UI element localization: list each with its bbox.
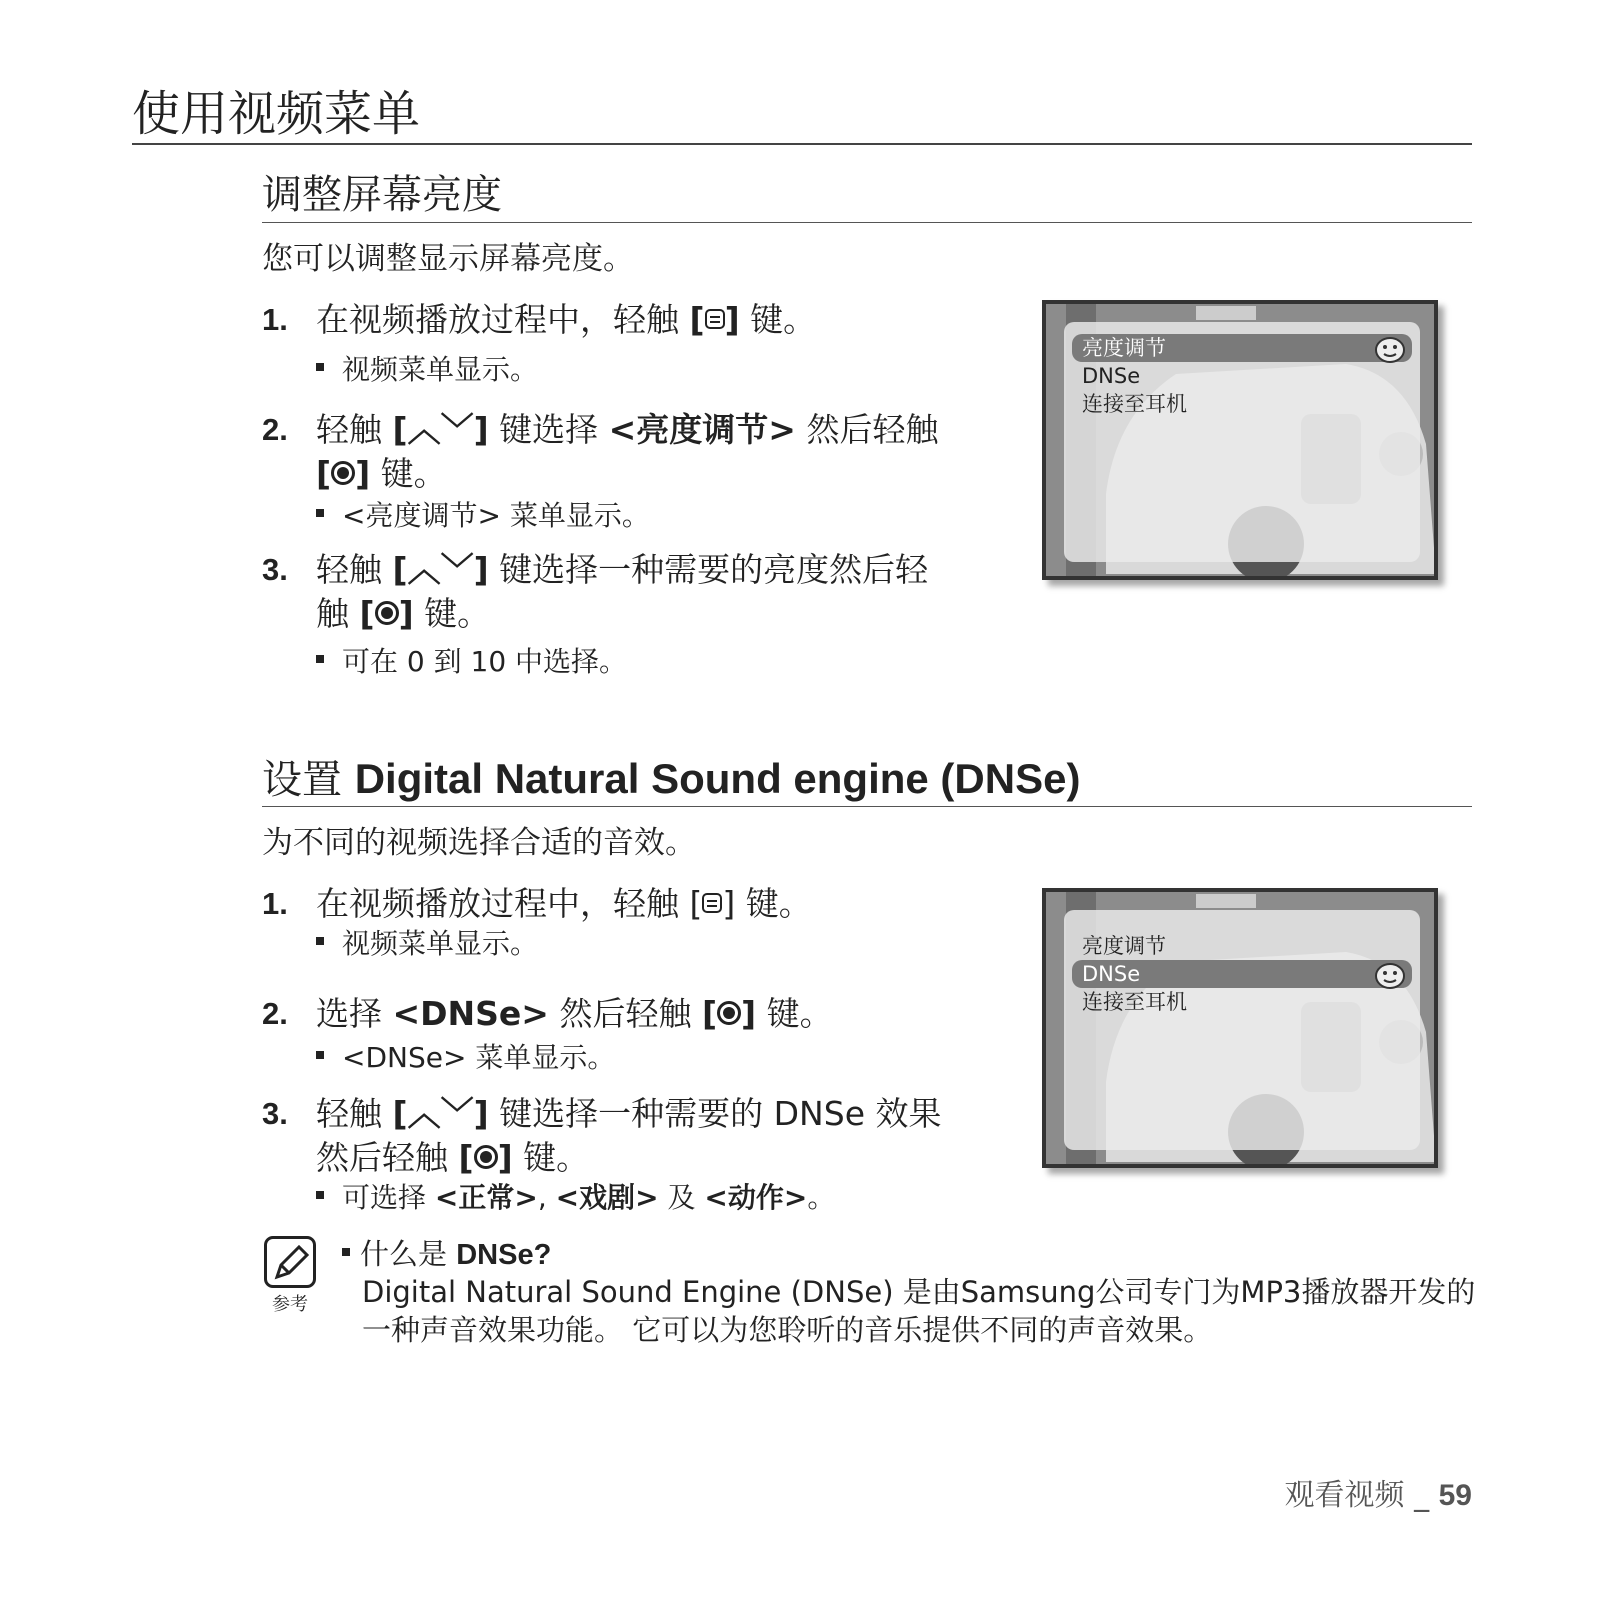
updown-key-icon: [︿﹀] — [392, 410, 489, 449]
step-number: 2. — [262, 996, 288, 1031]
dnse-step-3: 3. 轻触 [︿﹀] 键选择一种需要的 DNSe 效果 然后轻触 [ ] 键。 — [262, 1092, 1042, 1180]
page-footer: 观看视频 _ 59 — [1284, 1478, 1472, 1513]
note-question: 什么是 DNSe? — [342, 1234, 551, 1275]
section-divider-dnse — [262, 806, 1472, 807]
dnse-step-1-note: 视频菜单显示。 — [316, 924, 538, 964]
step-text: 键。 — [739, 300, 817, 339]
dnse-step-3-note: 可选择 <正常>, <戏剧> 及 <动作>。 — [316, 1178, 835, 1218]
note-body-line-1: Digital Natural Sound Engine (DNSe) 是由Samsung公司专门为MP3播放器开发的 — [362, 1275, 1476, 1309]
device-screen-dnse — [1042, 888, 1438, 1168]
page-number: 59 — [1438, 1479, 1472, 1512]
bullet-icon — [316, 655, 324, 663]
brightness-step-3-note: 可在 0 到 10 中选择。 — [316, 642, 627, 682]
step-number: 2. — [262, 412, 288, 447]
select-key-icon: [ ] — [359, 594, 414, 633]
bullet-icon — [316, 1191, 324, 1199]
step-number: 3. — [262, 1096, 288, 1131]
bullet-icon — [342, 1248, 350, 1256]
menu-item-brightness[interactable]: 亮度调节 — [1072, 334, 1412, 362]
bullet-icon — [316, 363, 324, 371]
menu-option-name: <DNSe> — [392, 994, 549, 1033]
menu-item-dnse[interactable]: DNSe — [1072, 960, 1412, 988]
brightness-step-1-note: 视频菜单显示。 — [316, 350, 538, 390]
dnse-step-2-note: <DNSe> 菜单显示。 — [316, 1038, 615, 1078]
brightness-step-3: 3. 轻触 [︿﹀] 键选择一种需要的亮度然后轻 触 [ ] 键。 — [262, 548, 1022, 636]
step-text: 在视频播放过程中，轻触 — [316, 300, 690, 339]
dnse-step-2: 2. 选择 <DNSe> 然后轻触 [ ] 键。 — [262, 992, 1022, 1036]
menu-item-brightness[interactable]: 亮度调节 — [1082, 934, 1166, 958]
bullet-icon — [316, 1051, 324, 1059]
menu-key-icon: [ ] — [689, 884, 736, 923]
mascot-icon — [1372, 960, 1408, 990]
footer-section: 观看视频 — [1284, 1478, 1405, 1513]
page-title: 使用视频菜单 — [132, 86, 421, 142]
brightness-step-2-note: <亮度调节> 菜单显示。 — [316, 496, 650, 536]
menu-item-dnse[interactable]: DNSe — [1082, 364, 1141, 388]
brightness-step-2: 2. 轻触 [︿﹀] 键选择 <亮度调节> 然后轻触 [ ] 键。 — [262, 408, 1022, 496]
section-intro-brightness: 您可以调整显示屏幕亮度。 — [262, 241, 634, 277]
note-pencil-icon — [264, 1236, 316, 1288]
note-label: 参考 — [272, 1294, 308, 1315]
section-title-brightness: 调整屏幕亮度 — [262, 172, 502, 218]
updown-key-icon: [︿﹀] — [392, 550, 489, 589]
updown-key-icon: [︿﹀] — [392, 1094, 489, 1133]
menu-option-name: <亮度调节> — [608, 410, 796, 449]
step-number: 3. — [262, 552, 288, 587]
select-key-icon: [ ] — [316, 454, 371, 493]
device-screen-brightness — [1042, 300, 1438, 580]
menu-item-headphone[interactable]: 连接至耳机 — [1082, 990, 1187, 1014]
menu-item-headphone[interactable]: 连接至耳机 — [1082, 392, 1187, 416]
menu-key-icon: [ ] — [689, 300, 740, 339]
bullet-icon — [316, 937, 324, 945]
bullet-icon — [316, 509, 324, 517]
select-key-icon: [ ] — [701, 994, 757, 1033]
step-number: 1. — [262, 302, 288, 337]
dnse-step-1: 1. 在视频播放过程中，轻触 [ ] 键。 — [262, 882, 1022, 926]
section-intro-dnse: 为不同的视频选择合适的音效。 — [262, 825, 696, 861]
note-body-line-2: 一种声音效果功能。 它可以为您聆听的音乐提供不同的声音效果。 — [362, 1313, 1213, 1347]
select-key-icon: [ ] — [458, 1138, 513, 1177]
title-divider — [132, 143, 1472, 145]
section-title-dnse: 设置 Digital Natural Sound engine (DNSe) — [262, 755, 1081, 803]
menu-panel — [1064, 322, 1420, 562]
brightness-step-1 — [262, 298, 1022, 342]
section-divider-brightness — [262, 222, 1472, 223]
menu-panel — [1064, 910, 1420, 1150]
step-number: 1. — [262, 886, 288, 921]
mascot-icon — [1372, 334, 1408, 364]
